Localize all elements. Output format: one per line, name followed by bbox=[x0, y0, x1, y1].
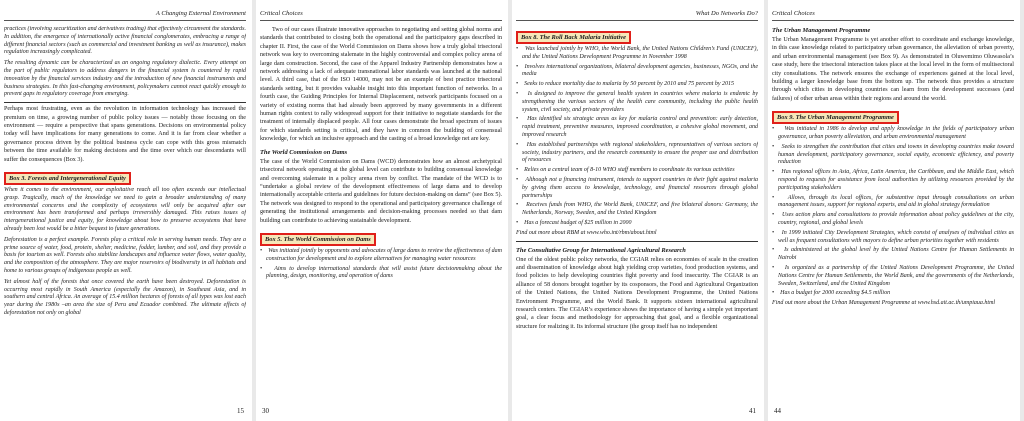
page-body bbox=[260, 26, 502, 399]
page-body bbox=[772, 26, 1014, 399]
box-bullet-item: • Has a forecast budget of $25 million in 2000 bbox=[516, 219, 632, 226]
box-bullet-item: • Has regional offices in Asia, Africa, Latin America, the Caribbean, and the Middle East, which respond to requests for assistance from local authorities by utilizing resources provided by the participating stakeholders bbox=[772, 169, 1014, 191]
box-bullet-item: • Seeks to reduce mortality due to malaria by 50 percent by 2010 and 75 percent by 2015 bbox=[516, 81, 735, 88]
box-bullet-item: • Seeks to strengthen the contribution that cities and towns in developing countries make toward human development, participatory governance, social equity, economic efficiency, and poverty reduction bbox=[772, 143, 1014, 166]
box-bullet-item: • Is administered at the global level by the United Nations Centre for Human Settlements in Nairobi bbox=[772, 247, 1014, 262]
box-bullet-item: • Although not a financing instrument, intends to support countries in their fight against malaria by giving them access to knowledge, technology, and financial resources through global partnerships bbox=[516, 176, 758, 199]
box-9-title: Box 9. The Urban Management Programme bbox=[772, 111, 899, 124]
box-bullet-item: • Was launched jointly by WHO, the World Bank, the United Nations Children’s Fund (UNICEF), and the United Nations Development Programme in November 1998 bbox=[516, 46, 758, 60]
page-41 bbox=[512, 0, 764, 421]
page-number: 30 bbox=[262, 407, 269, 415]
section-heading: The Urban Management Programme bbox=[772, 27, 871, 34]
box-bullet-item: • Is organized as a partnership of the United Nations Development Programme, the United Nations Centre for Human Settlements, the World Bank, and the governments of the Netherlands, Sweden, Switzerland, and the United Kingdom bbox=[772, 265, 1014, 287]
box-continuation-text: practices (involving securitization and derivatives trading) that effectively circumvent the standards. In addition, the emergence of internationally active financial conglomerates, embracing a range of different financial sectors (such as commercial and investment banking as well as insurance), makes regulation increasingly complicated. bbox=[4, 26, 246, 56]
box-3-text: Yet almost half of the forests that once covered the earth have been destroyed. Deforestation is occurring most rapidly in South America (especially the Amazon), in Southeast Asia, and in southern and central Africa. An average of 15.4 million hectares of forests of all types was lost each year during the 1980s –an area the size of Peru and Ecuador combined. The ultimate effects of deforestation not only on global bbox=[4, 278, 246, 316]
box-bullet-item: • Uses action plans and consultations to provide information about policy guidelines at the city, country, regional, and global levels bbox=[772, 212, 1014, 227]
page-44 bbox=[768, 0, 1020, 421]
box-continuation-text: The resulting dynamic can be characterized as an ongoing regulatory dialectic. Every attempt on the part of public regulators to address dangers in the financial system is countered by rapid innovation by the financial services industry and the introduction of new financial instruments and business strategies. In this fast-changing environment, policymakers cannot react quickly enough to prevent gaps in regulatory coverage from emerging. bbox=[4, 60, 246, 98]
box-3-text: When it comes to the environment, our exploitative reach all too often exceeds our intellectual grasp. Tragically, much of the knowledge we need to gain a broader understanding of many environmental concerns and the complexity of ecosystems will only be acquired after our environment has been transformed and perhaps irreversibly damaged. This raises issues of intergenerational justice and equity, for knowledge about how to preserve ecosystems that have already been lost would be a bitter bequest to future generations. bbox=[4, 187, 246, 232]
page-30 bbox=[256, 0, 508, 421]
running-header: Critical Choices bbox=[772, 10, 1014, 21]
box-rule bbox=[4, 102, 246, 103]
section-heading: The World Commission on Dams bbox=[260, 148, 348, 156]
box-8-title: Box 8. The Roll Back Malaria Initiative bbox=[516, 31, 631, 44]
page-number: 41 bbox=[749, 407, 756, 415]
running-header: Critical Choices bbox=[260, 10, 502, 21]
page-number: 15 bbox=[237, 407, 244, 415]
section-heading: The Consultative Group for International Agricultural Research bbox=[516, 246, 686, 254]
running-header: What Do Networks Do? bbox=[516, 10, 758, 21]
box-bullet-item: • Has a budget for 2000 exceeding $4.5 million bbox=[772, 290, 891, 297]
box-8-list bbox=[516, 46, 758, 228]
body-paragraph: The Urban Management Programme is yet another effort to coordinate and exchange knowledge, in this case knowledge related to participatory urban governance, the alleviation of urban poverty, and urban environmental management (see Box 9). As demonstrated in Oluwemimo Oluwasola’s case study, here the trisectoral interaction takes place at the local level in the form of multisectoral city consultations. The network ensures the exchange of experiences gained at the local level, building a larger knowledge base from the bottom up. The network thus provides a structure through which cities in developing countries can learn from the development successes (and failures) of other urban areas within their regions and around the world. bbox=[772, 37, 1014, 102]
box-bullet-item: • Has identified six strategic areas as key for malaria control and prevention: early detection, rapid treatment, preventive measures, improved coordination, a cohesive global movement, and improved research bbox=[516, 116, 758, 138]
box-bullet-item: • Allows, through its local offices, for substantive input through consultations on urban management issues, support for regional experts, and aid in global strategy formulation bbox=[772, 194, 1014, 209]
box-3-title: Box 3. Forests and Intergenerational Equity bbox=[4, 172, 131, 185]
page-number: 44 bbox=[774, 407, 781, 415]
body-paragraph: One of the oldest public policy networks, the CGIAR relies on economies of scale in the creation and dissemination of knowledge about high yielding crop varieties, food production systems, and food policies to help developing countries fight poverty and food insecurity. The CGIAR is an alliance of 58 donors brought together by its cosponsors, the Food and Agricultural Organization of the United Nations, the United Nations Development Programme, the United Nations Environment Programme, and the World Bank. It supports sixteen international agricultural research centers. The CGIAR’s experience shows the importance of having a simple yet important goal, a clear focus and methodology for approaching that goal, and a flexible organizational structure for realizing it. Its informal structure (the group itself has no independent bbox=[516, 256, 758, 330]
box-5-title: Box 5. The World Commission on Dams bbox=[260, 233, 376, 246]
box-rule bbox=[516, 241, 758, 242]
box-9-footer: Find out more about the Urban Management Programme at www.hsd.ait.ac.th/umpiaua.html bbox=[772, 300, 996, 307]
box-5-bullet: • Aims to develop international standards that will assist future decisionmaking about the planning, design, monitoring, and operation of dams bbox=[260, 265, 502, 280]
box-8-footer: Find out more about RBM at www.who.int/rbm/about.html bbox=[516, 229, 657, 236]
page-body bbox=[516, 26, 758, 399]
body-paragraph: The case of the World Commission on Dams (WCD) demonstrates how an almost archetypical trisectoral network operating at the global level can contribute to building consensual knowledge and overcoming stalemate in a policy arena riven by conflict. The mandate of the WCD is to “undertake a global review of the development effectiveness of large dams and to develop internationally acceptable criteria and guidelines for future decision-making on dams” (see Box 5). The network was designed to respond to the operational and participatory governance challenge of generating the institutional arrangements and decision-making processes needed so that dam building can contribute to achieving sustainable development. bbox=[260, 158, 502, 224]
box-9-list bbox=[772, 126, 1014, 298]
box-bullet-item: • Was initiated in 1986 to develop and apply knowledge in the fields of participatory urban governance, urban poverty alleviation, and urban environmental management bbox=[772, 126, 1014, 141]
box-3-text: Deforestation is a perfect example. Forests play a critical role in serving human needs. They are a prime source of water, food, protein, shelter, medicine, fodder, lumber, and soil, and they provide a basis for tourism as well. Forests also stabilize landscapes and influence water flows, water quality, and the composition of the atmosphere. They are major reservoirs of biodiversity in all habitats and home to various groups of indigenous people as well. bbox=[4, 236, 246, 274]
body-paragraph: Two of our cases illustrate innovative approaches to negotiating and setting global norms and standards that contributed to closing both the operational and the participatory gaps described in chapter II. First, the case of the World Commission on Dams shows how a truly global trisectoral network was key to overcoming stalemate in the highly controversial and complex policy arena of large dam construction. Second, the case of the Apparel Industry Partnership demonstrates how a network addressing a lack of adequate transnational labor standards was launched at the national level. A third case, that of the ISO 14000, may not be an example of best practice trisectoral standards setting, but it provides valuable insight into this important function of networks. In a fourth case, the Guiding Principles for Internal Displacement, network participants focused on a variety of existing norms that had already been approved by many governments in a different human rights context to rally widespread support for their initiative to negotiate standards for the treatment of internally displaced people. All four cases demonstrate the broad spectrum of issues for which standards setting is critical, and they have in common the building of consensual knowledge, for which an inclusive approach and the casting of a broad knowledge net are key. bbox=[260, 27, 502, 143]
box-bullet-item: • Receives funds from WHO, the World Bank, UNICEF, and five bilateral donors: Germany, the Netherlands, Norway, Sweden, and the United Kingdom bbox=[516, 202, 758, 217]
box-bullet-item: • Is designed to improve the general health system in countries where malaria is endemic by strengthening the various sectors of the health care community, including the public health system, civil society, and private providers bbox=[516, 90, 758, 113]
box-5-bullet: • Was initiated jointly by opponents and advocates of large dams to review the effectiveness of dam construction for development and to explore alternatives for managing water resources bbox=[260, 247, 502, 262]
page-15 bbox=[0, 0, 252, 421]
box-bullet-item: • Involves international organizations, bilateral development agencies, businesses, NGOs, and the media bbox=[516, 63, 758, 78]
box-bullet-item: • Relies on a central team of 8-10 WHO staff members to coordinate its various activities bbox=[516, 167, 735, 174]
page-body bbox=[4, 26, 246, 399]
running-header: A Changing External Environment bbox=[4, 10, 246, 21]
box-bullet-item: • Has established partnerships with regional stakeholders, representatives of various sectors of society, industry partners, and the research community to ensure the proper use and distribution of resources bbox=[516, 141, 758, 164]
body-paragraph: Perhaps most frustrating, even as the revolution in information technology has increased the premium on time, a growing number of public policy issues — notably those focusing on the environment — require a perspective that spans generations. Decisions on environmental policy today will have implications for many generations to come. And it is far from clear whether a governance process driven by the political business cycle can cope with this gross mismatch between the time available for making decisions and the time over which our descendants will suffer the consequences (Box 3). bbox=[4, 106, 246, 163]
box-bullet-item: • In 1999 initiated City Development Strategies, which consist of analyses of individual cities as well as frequent consultations with mayors to define urban priorities together with residents bbox=[772, 229, 1014, 244]
